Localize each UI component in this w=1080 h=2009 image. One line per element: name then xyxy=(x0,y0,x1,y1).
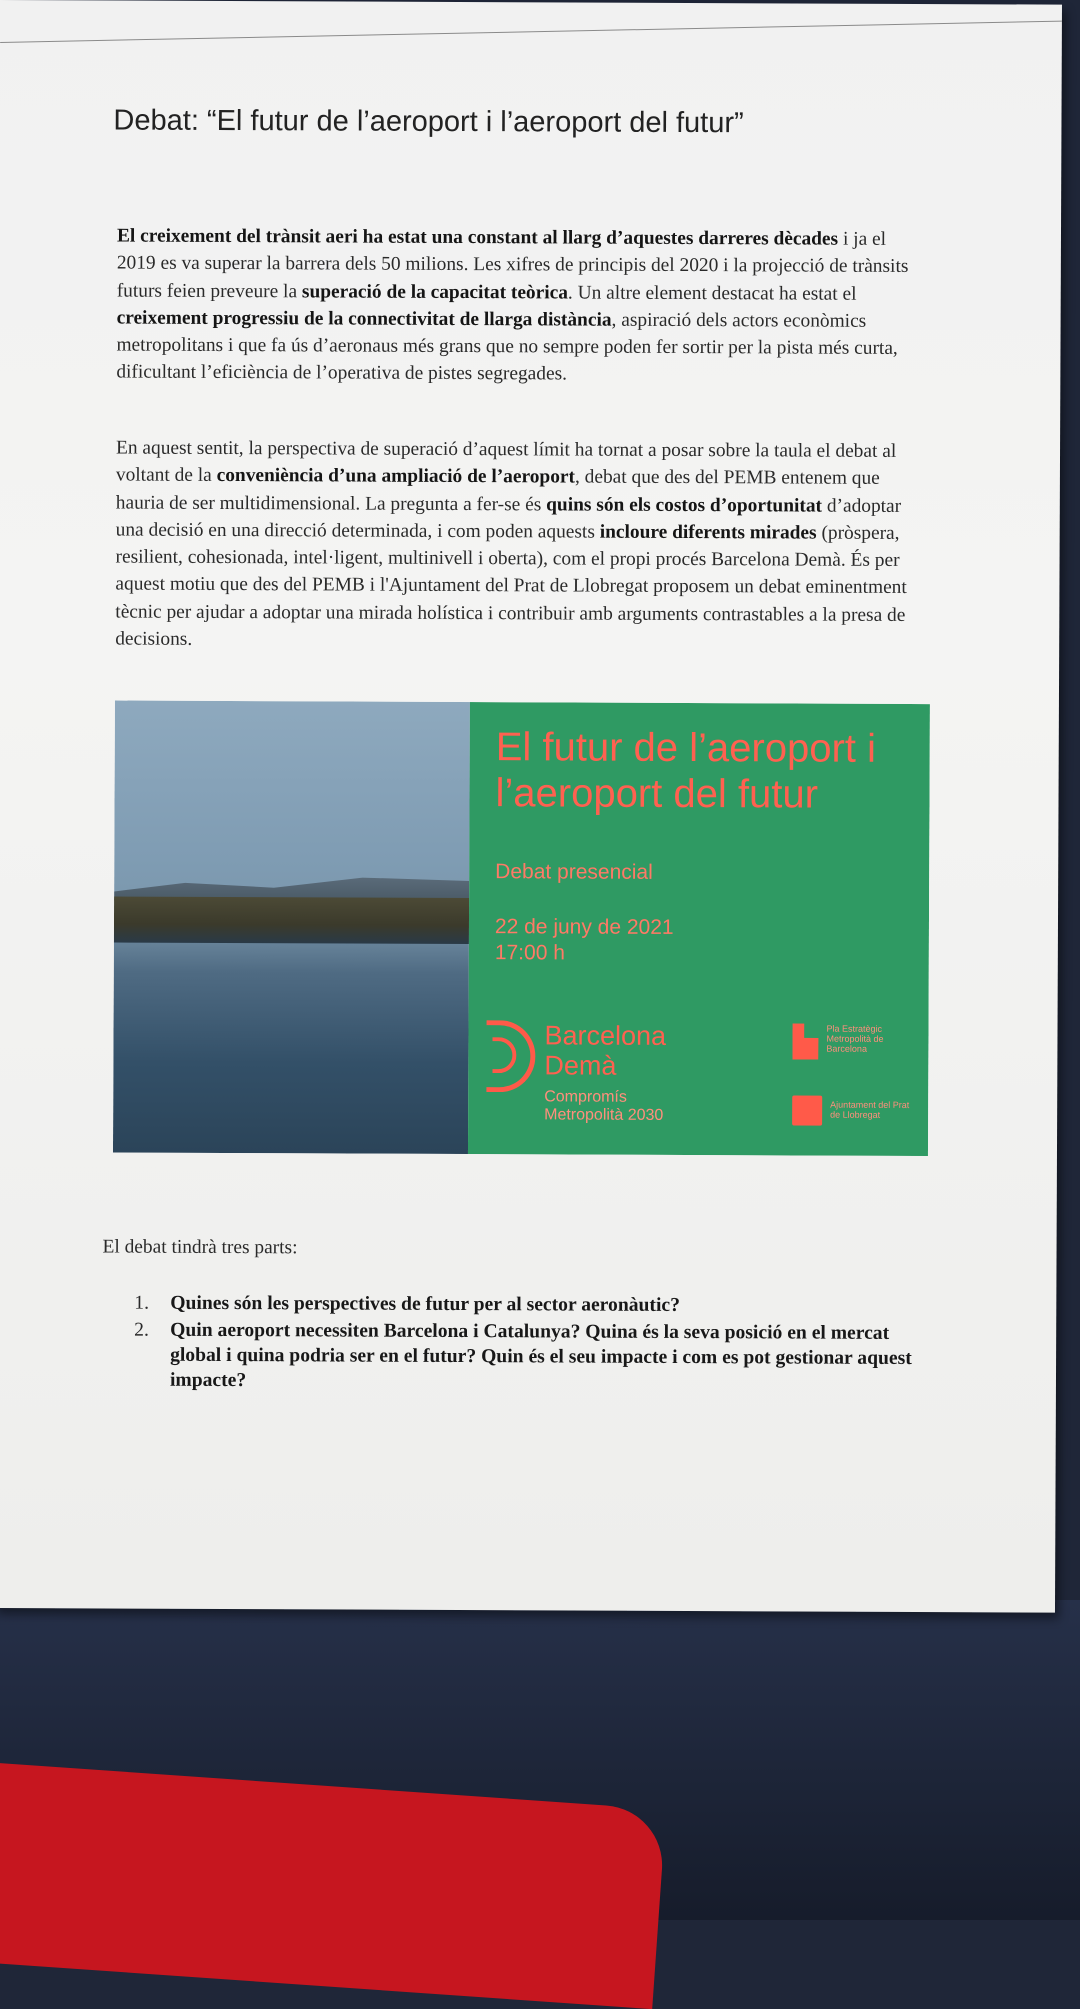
bold-run: quins són els costos d’oportunitat xyxy=(546,493,823,517)
photo-shore xyxy=(114,897,469,945)
page-title: Debat: “El futur de l’aeroport i l’aeroport del futur” xyxy=(113,104,744,140)
banner-time: 17:00 h xyxy=(494,941,565,965)
bold-run: superació de la capacitat teòrica xyxy=(301,280,568,304)
bold-run: creixement progressiu de la connectivitat de llarga distància xyxy=(116,307,612,331)
list-number: 2. xyxy=(134,1319,149,1341)
ajuntament-logo-icon xyxy=(792,1095,822,1125)
top-rule xyxy=(0,21,1063,83)
commit-line-1: Compromís xyxy=(544,1088,627,1106)
ajuntament-label: Ajuntament del Prat de Llobregat xyxy=(830,1099,910,1120)
banner-title: El futur de l’aeroport i l’aeroport del futur xyxy=(495,725,877,817)
bold-run: conveniència d’una ampliació de l’aeroport xyxy=(216,465,576,488)
paragraph-2 xyxy=(115,435,926,657)
list-text: Quines són les perspectives de futur per al sector aeronàutic? xyxy=(170,1292,680,1316)
banner-date: 22 de juny de 2021 xyxy=(494,915,674,939)
pemb-label: Pla Estratègic Metropolità de Barcelona xyxy=(826,1023,884,1054)
text-run: , debat que des del PEMB entenem que hauria de ser multidimensional. La pregunta a fer-se és xyxy=(115,466,880,515)
commit-line-2: Metropolità 2030 xyxy=(544,1106,664,1124)
text-run: i ja el 2019 es va superar la barrera dels 50 milions. Les xifres de principis del 2020 i la projecció de trànsits futurs feien preveure la xyxy=(116,228,909,302)
banner-brand xyxy=(544,1020,666,1081)
banner-panel xyxy=(468,702,930,1156)
brand-line-2: Demà xyxy=(544,1050,617,1081)
brand-line-1: Barcelona xyxy=(544,1020,667,1051)
banner-datetime xyxy=(495,914,674,967)
text-run: , aspiració dels actors econòmics metropolitans i que fa ús d’aeronaus més grans que no sempre poden fer sortir per la pista més curta, dificultant l’eficiència de l’operativa de pistes segregades. xyxy=(116,309,898,385)
list-text: Quin aeroport necessiten Barcelona i Catalunya? Quina és la seva posició en el mercat global i quina podria ser en el futur? Quin és el seu impacte i com es pot gestionar aquest impacte? xyxy=(169,1319,912,1392)
banner-commitment xyxy=(544,1088,663,1125)
text-run: d’adoptar una decisió en una direcció determinada, i com poden aquests xyxy=(115,495,902,543)
pemb-logo-icon xyxy=(792,1023,818,1059)
barcelona-dema-logo-icon xyxy=(486,1020,535,1092)
banner-mode: Debat presencial xyxy=(495,860,653,884)
text-run: . Un altre element destacat ha estat el xyxy=(567,282,857,305)
paragraph-1 xyxy=(116,223,927,390)
list-item xyxy=(134,1318,924,1396)
parts-list xyxy=(134,1291,924,1398)
list-item xyxy=(134,1291,924,1319)
list-number: 1. xyxy=(134,1292,150,1314)
event-banner xyxy=(113,701,930,1157)
lagoon-photo xyxy=(113,701,470,1155)
text-run: (pròspera, resilient, cohesionada, intel·ligent, multinivell i oberta), com el propi procés Barcelona Demà. És per aquest motiu que des del PEMB i l'Ajuntament del Prat de Llobregat proposem un debat eminentment tècnic per ajudar a adoptar una mirada holística i contribuir amb arguments contrastables a la presa de decisions. xyxy=(115,522,907,650)
bold-run: incloure diferents mirades xyxy=(599,521,817,544)
bold-run: El creixement del trànsit aeri ha estat una constant al llarg d’aquestes darreres dècades xyxy=(116,225,839,250)
parts-intro: El debat tindrà tres parts: xyxy=(102,1236,298,1259)
text-run: En aquest sentit, la perspectiva de superació d’aquest límit ha tornat a posar sobre la taula el debat al voltant de la xyxy=(115,437,897,487)
